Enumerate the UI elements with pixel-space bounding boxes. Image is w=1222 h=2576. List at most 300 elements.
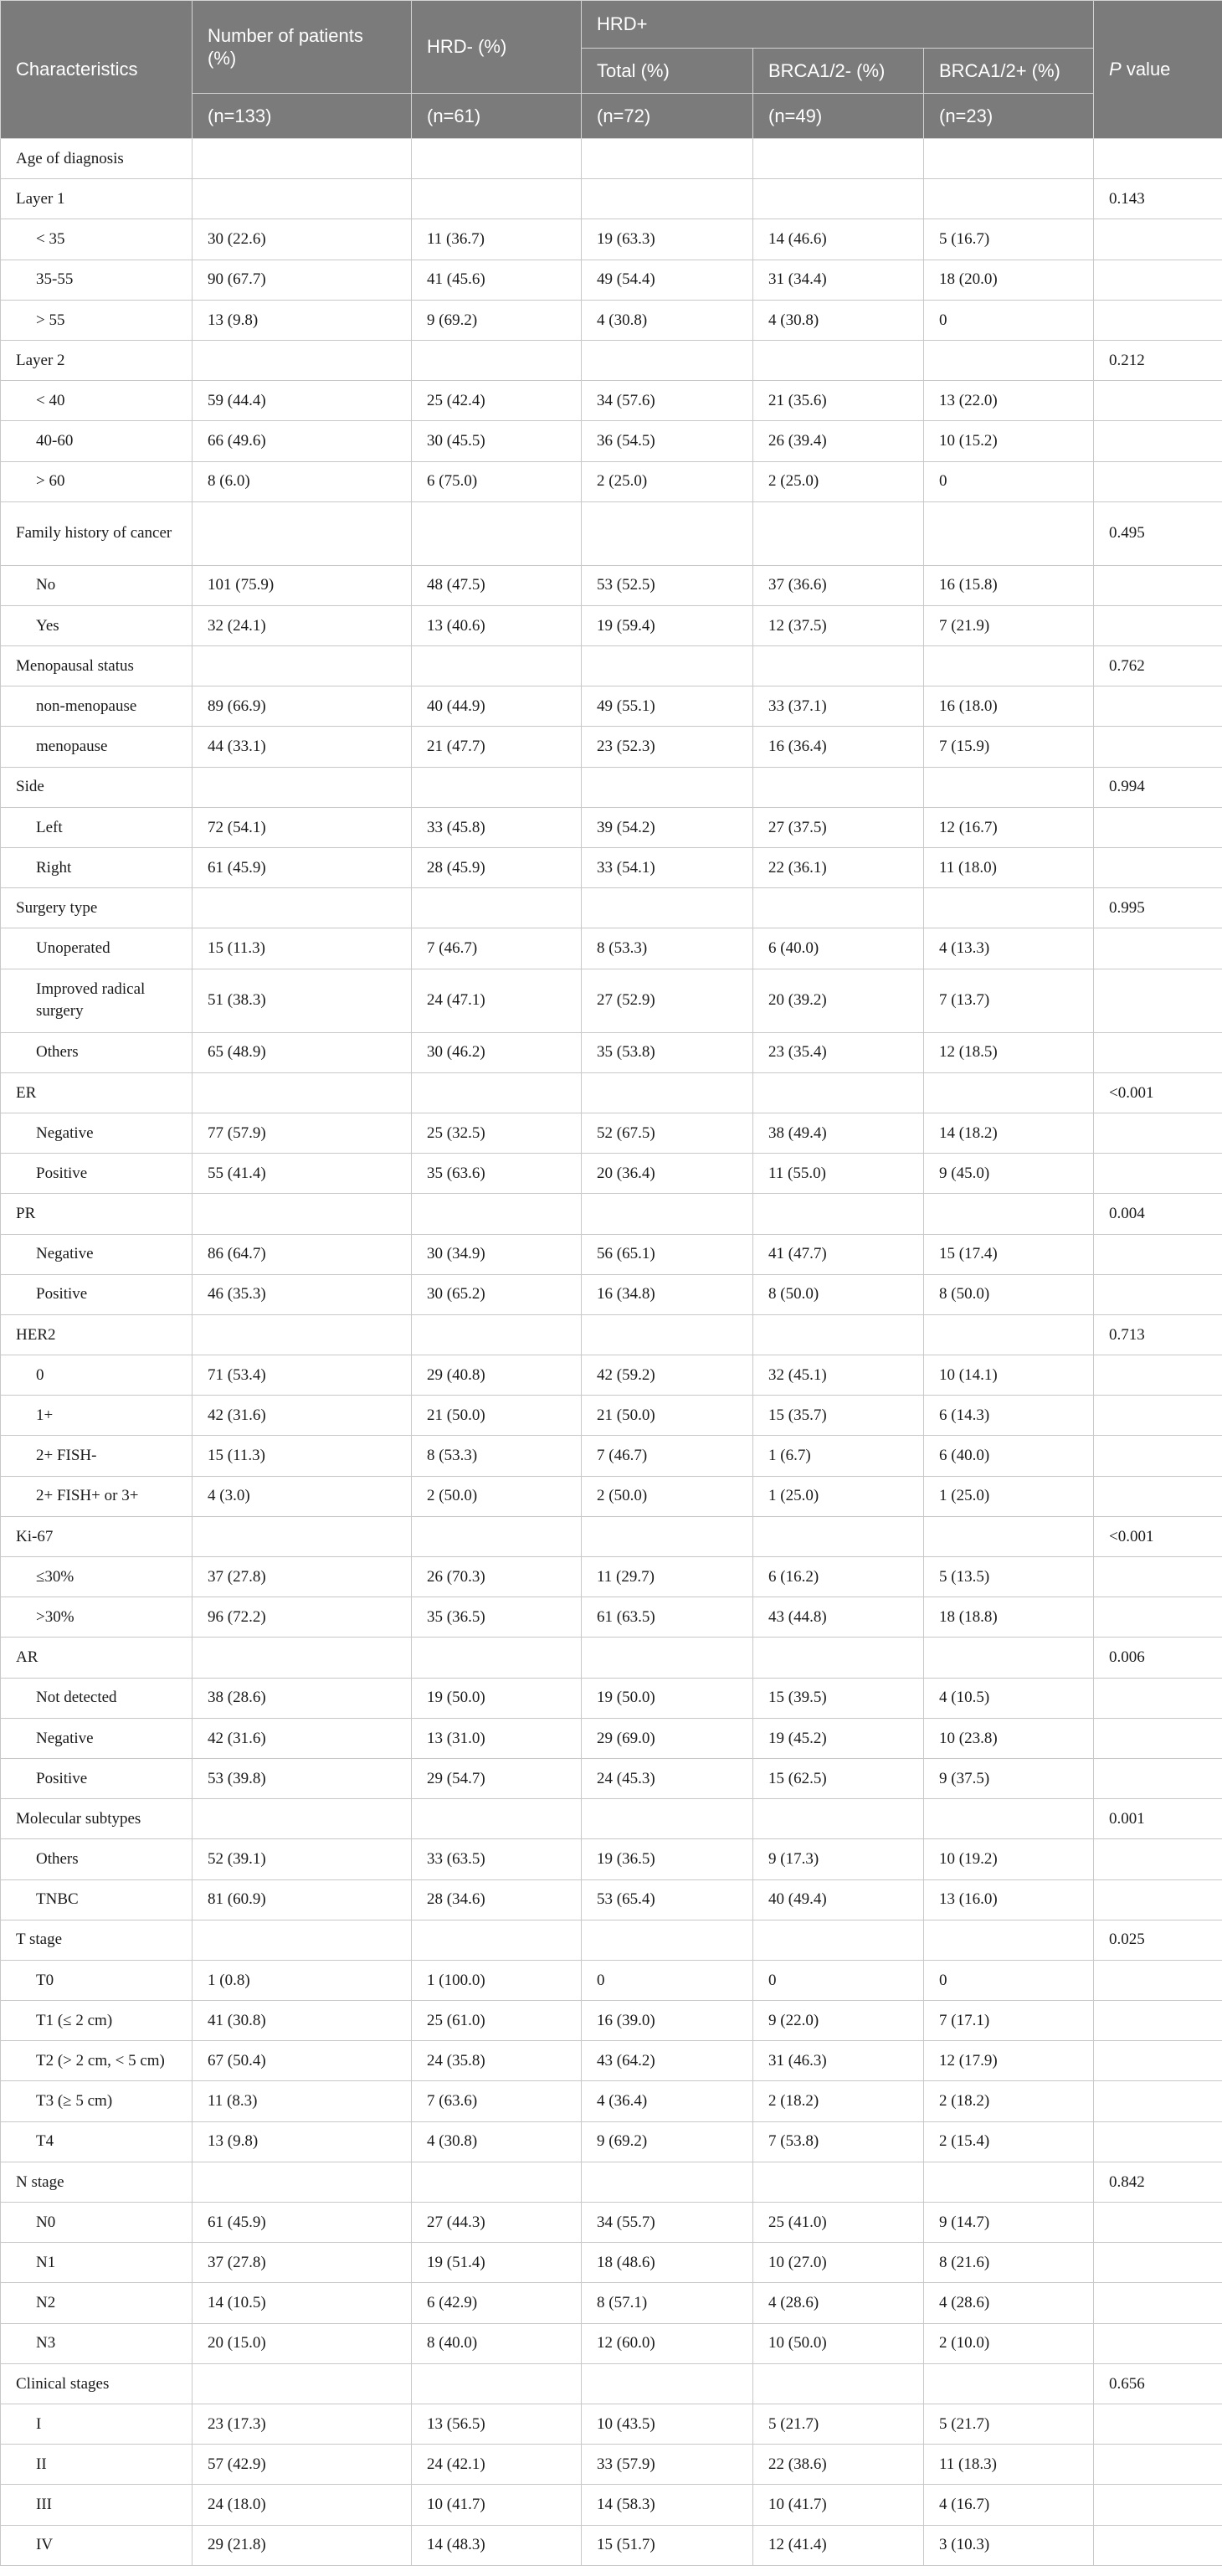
brca-positive-cell: 9 (45.0) — [924, 1154, 1094, 1194]
hrd-negative-cell — [412, 1072, 582, 1113]
hrd-total-cell: 2 (50.0) — [582, 1476, 753, 1516]
patients-cell: 61 (45.9) — [193, 848, 412, 888]
hrd-negative-cell — [412, 139, 582, 179]
hrd-negative-cell: 30 (46.2) — [412, 1032, 582, 1072]
brca-negative-cell — [753, 888, 924, 928]
patients-cell — [193, 2363, 412, 2404]
row-label: 40-60 — [1, 421, 193, 461]
row-label: N stage — [1, 2162, 193, 2202]
p-value-cell — [1094, 928, 1222, 969]
hrd-total-cell: 42 (59.2) — [582, 1355, 753, 1396]
patients-cell — [193, 1516, 412, 1556]
table-row-category — [1, 1072, 1222, 1113]
brca-negative-cell: 37 (36.6) — [753, 565, 924, 605]
p-value-cell: 0.006 — [1094, 1638, 1222, 1678]
brca-positive-cell: 18 (20.0) — [924, 260, 1094, 300]
header-p-value — [1094, 1, 1222, 139]
patients-cell: 13 (9.8) — [193, 300, 412, 340]
hrd-total-cell — [582, 1920, 753, 1960]
patients-cell: 46 (35.3) — [193, 1274, 412, 1314]
p-value-cell — [1094, 565, 1222, 605]
p-value-cell: 0.495 — [1094, 501, 1222, 565]
p-value-cell — [1094, 461, 1222, 501]
brca-positive-cell: 13 (16.0) — [924, 1879, 1094, 1920]
hrd-negative-cell — [412, 767, 582, 807]
row-label: T0 — [1, 1960, 193, 2000]
p-value-cell — [1094, 1396, 1222, 1436]
brca-positive-cell: 4 (28.6) — [924, 2283, 1094, 2323]
patients-cell — [193, 1638, 412, 1678]
row-label: HER2 — [1, 1314, 193, 1355]
brca-positive-cell: 10 (23.8) — [924, 1718, 1094, 1758]
brca-negative-cell: 22 (36.1) — [753, 848, 924, 888]
p-value-cell — [1094, 2081, 1222, 2121]
brca-positive-cell — [924, 767, 1094, 807]
patients-cell — [193, 1072, 412, 1113]
hrd-total-cell — [582, 139, 753, 179]
brca-positive-cell — [924, 1314, 1094, 1355]
patients-cell: 71 (53.4) — [193, 1355, 412, 1396]
brca-positive-cell: 6 (14.3) — [924, 1396, 1094, 1436]
brca-negative-cell: 9 (22.0) — [753, 2001, 924, 2041]
hrd-negative-cell: 30 (65.2) — [412, 1274, 582, 1314]
patients-cell: 90 (67.7) — [193, 260, 412, 300]
hrd-negative-cell: 35 (36.5) — [412, 1597, 582, 1638]
table-row-category — [1, 2363, 1222, 2404]
brca-negative-cell: 9 (17.3) — [753, 1839, 924, 1879]
hrd-total-cell: 33 (54.1) — [582, 848, 753, 888]
patients-cell: 52 (39.1) — [193, 1839, 412, 1879]
brca-positive-cell — [924, 888, 1094, 928]
patients-cell: 61 (45.9) — [193, 2203, 412, 2243]
row-label: Layer 2 — [1, 340, 193, 380]
hrd-total-cell — [582, 501, 753, 565]
hrd-negative-cell: 26 (70.3) — [412, 1557, 582, 1597]
row-label: menopause — [1, 727, 193, 767]
brca-negative-cell: 20 (39.2) — [753, 969, 924, 1032]
p-value-cell: 0.212 — [1094, 340, 1222, 380]
brca-negative-cell — [753, 767, 924, 807]
table-row — [1, 300, 1222, 340]
table-row — [1, 1274, 1222, 1314]
p-value-cell — [1094, 2203, 1222, 2243]
patients-cell — [193, 1194, 412, 1234]
patients-cell: 24 (18.0) — [193, 2485, 412, 2525]
p-value-cell — [1094, 139, 1222, 179]
row-label: 35-55 — [1, 260, 193, 300]
patients-cell: 11 (8.3) — [193, 2081, 412, 2121]
brca-negative-cell — [753, 1920, 924, 1960]
hrd-negative-cell — [412, 1314, 582, 1355]
table-row — [1, 1678, 1222, 1718]
row-label: Others — [1, 1839, 193, 1879]
brca-negative-cell — [753, 1194, 924, 1234]
p-value-cell: 0.025 — [1094, 1920, 1222, 1960]
brca-negative-cell — [753, 1638, 924, 1678]
hrd-total-cell — [582, 1516, 753, 1556]
header-total: Total (%) — [582, 49, 753, 94]
p-value-cell — [1094, 1960, 1222, 2000]
table-row — [1, 461, 1222, 501]
hrd-negative-cell: 4 (30.8) — [412, 2121, 582, 2162]
p-value-cell — [1094, 2283, 1222, 2323]
brca-negative-cell: 4 (30.8) — [753, 300, 924, 340]
hrd-total-cell: 52 (67.5) — [582, 1113, 753, 1153]
brca-positive-cell — [924, 1638, 1094, 1678]
p-value-cell — [1094, 727, 1222, 767]
brca-negative-cell: 33 (37.1) — [753, 686, 924, 727]
brca-negative-cell: 4 (28.6) — [753, 2283, 924, 2323]
table-row — [1, 1758, 1222, 1798]
p-value-cell — [1094, 969, 1222, 1032]
hrd-total-cell: 4 (30.8) — [582, 300, 753, 340]
brca-negative-cell: 10 (50.0) — [753, 2323, 924, 2363]
patients-cell: 89 (66.9) — [193, 686, 412, 727]
patients-cell — [193, 1920, 412, 1960]
brca-positive-cell — [924, 2162, 1094, 2202]
hrd-total-cell — [582, 1799, 753, 1839]
brca-negative-cell — [753, 179, 924, 219]
row-label: 0 — [1, 1355, 193, 1396]
hrd-negative-cell: 7 (46.7) — [412, 928, 582, 969]
hrd-total-cell — [582, 179, 753, 219]
row-label: AR — [1, 1638, 193, 1678]
hrd-total-cell: 8 (57.1) — [582, 2283, 753, 2323]
table-row — [1, 2404, 1222, 2444]
patients-cell: 42 (31.6) — [193, 1718, 412, 1758]
table-row — [1, 2081, 1222, 2121]
brca-positive-cell: 2 (10.0) — [924, 2323, 1094, 2363]
table-row — [1, 1355, 1222, 1396]
table-row — [1, 807, 1222, 847]
hrd-negative-cell: 1 (100.0) — [412, 1960, 582, 2000]
brca-negative-cell — [753, 1072, 924, 1113]
row-label: Negative — [1, 1113, 193, 1153]
brca-positive-cell — [924, 646, 1094, 686]
p-value-cell: 0.995 — [1094, 888, 1222, 928]
patients-cell: 41 (30.8) — [193, 2001, 412, 2041]
patients-cell: 81 (60.9) — [193, 1879, 412, 1920]
hrd-total-cell: 8 (53.3) — [582, 928, 753, 969]
brca-positive-cell — [924, 1072, 1094, 1113]
p-value-cell — [1094, 2525, 1222, 2565]
p-value-cell — [1094, 1557, 1222, 1597]
row-label: Others — [1, 1032, 193, 1072]
table-row — [1, 2243, 1222, 2283]
header-n-patients: (n=133) — [193, 94, 412, 139]
p-value-cell: 0.762 — [1094, 646, 1222, 686]
patients-cell — [193, 646, 412, 686]
p-value-cell — [1094, 1476, 1222, 1516]
table-row — [1, 2203, 1222, 2243]
p-value-cell — [1094, 2323, 1222, 2363]
patients-cell: 29 (21.8) — [193, 2525, 412, 2565]
patients-cell: 8 (6.0) — [193, 461, 412, 501]
hrd-total-cell — [582, 1314, 753, 1355]
row-label: Layer 1 — [1, 179, 193, 219]
table-row — [1, 1032, 1222, 1072]
brca-positive-cell: 10 (15.2) — [924, 421, 1094, 461]
table-row — [1, 1879, 1222, 1920]
hrd-total-cell — [582, 1194, 753, 1234]
p-value-cell — [1094, 381, 1222, 421]
hrd-negative-cell — [412, 2162, 582, 2202]
hrd-total-cell: 9 (69.2) — [582, 2121, 753, 2162]
brca-negative-cell: 25 (41.0) — [753, 2203, 924, 2243]
brca-negative-cell: 31 (46.3) — [753, 2041, 924, 2081]
brca-negative-cell: 1 (25.0) — [753, 1476, 924, 1516]
hrd-total-cell: 19 (59.4) — [582, 605, 753, 645]
patients-cell: 57 (42.9) — [193, 2445, 412, 2485]
row-label: Unoperated — [1, 928, 193, 969]
hrd-negative-cell — [412, 888, 582, 928]
row-label: T2 (> 2 cm, < 5 cm) — [1, 2041, 193, 2081]
patients-cell: 67 (50.4) — [193, 2041, 412, 2081]
hrd-total-cell: 43 (64.2) — [582, 2041, 753, 2081]
row-label: Right — [1, 848, 193, 888]
brca-positive-cell: 11 (18.3) — [924, 2445, 1094, 2485]
hrd-negative-cell: 25 (61.0) — [412, 2001, 582, 2041]
p-value-cell — [1094, 2404, 1222, 2444]
patients-cell: 37 (27.8) — [193, 2243, 412, 2283]
brca-positive-cell: 9 (37.5) — [924, 1758, 1094, 1798]
hrd-negative-cell: 21 (50.0) — [412, 1396, 582, 1436]
hrd-total-cell: 4 (36.4) — [582, 2081, 753, 2121]
brca-negative-cell: 6 (40.0) — [753, 928, 924, 969]
table-row — [1, 1557, 1222, 1597]
p-value-cell — [1094, 219, 1222, 260]
p-value-cell — [1094, 300, 1222, 340]
hrd-negative-cell: 11 (36.7) — [412, 219, 582, 260]
patients-cell: 65 (48.9) — [193, 1032, 412, 1072]
patients-cell: 96 (72.2) — [193, 1597, 412, 1638]
table-row — [1, 848, 1222, 888]
brca-positive-cell: 11 (18.0) — [924, 848, 1094, 888]
brca-positive-cell: 3 (10.3) — [924, 2525, 1094, 2565]
hrd-negative-cell: 13 (31.0) — [412, 1718, 582, 1758]
row-label: Negative — [1, 1234, 193, 1274]
hrd-negative-cell — [412, 1194, 582, 1234]
hrd-negative-cell — [412, 1799, 582, 1839]
brca-positive-cell: 7 (21.9) — [924, 605, 1094, 645]
table-row — [1, 2525, 1222, 2565]
brca-negative-cell: 10 (27.0) — [753, 2243, 924, 2283]
hrd-total-cell: 12 (60.0) — [582, 2323, 753, 2363]
hrd-total-cell — [582, 646, 753, 686]
hrd-total-cell: 16 (39.0) — [582, 2001, 753, 2041]
p-value-cell: 0.001 — [1094, 1799, 1222, 1839]
header-n-brca-negative: (n=49) — [753, 94, 924, 139]
p-value-cell — [1094, 2243, 1222, 2283]
brca-positive-cell: 14 (18.2) — [924, 1113, 1094, 1153]
table-row — [1, 565, 1222, 605]
hrd-total-cell: 19 (63.3) — [582, 219, 753, 260]
brca-positive-cell: 7 (13.7) — [924, 969, 1094, 1032]
brca-negative-cell: 23 (35.4) — [753, 1032, 924, 1072]
row-label: T3 (≥ 5 cm) — [1, 2081, 193, 2121]
row-label: ER — [1, 1072, 193, 1113]
patients-cell — [193, 179, 412, 219]
table-row — [1, 727, 1222, 767]
row-label: PR — [1, 1194, 193, 1234]
table-row-category — [1, 179, 1222, 219]
hrd-negative-cell: 29 (40.8) — [412, 1355, 582, 1396]
hrd-total-cell: 7 (46.7) — [582, 1436, 753, 1476]
row-label: Positive — [1, 1758, 193, 1798]
brca-negative-cell: 19 (45.2) — [753, 1718, 924, 1758]
hrd-negative-cell: 19 (50.0) — [412, 1678, 582, 1718]
hrd-negative-cell: 28 (45.9) — [412, 848, 582, 888]
patients-cell — [193, 767, 412, 807]
hrd-negative-cell — [412, 2363, 582, 2404]
hrd-negative-cell: 7 (63.6) — [412, 2081, 582, 2121]
brca-positive-cell: 6 (40.0) — [924, 1436, 1094, 1476]
patients-cell: 59 (44.4) — [193, 381, 412, 421]
p-value-cell: 0.004 — [1094, 1194, 1222, 1234]
row-label: Family history of cancer — [1, 501, 193, 565]
brca-negative-cell: 15 (35.7) — [753, 1396, 924, 1436]
brca-positive-cell: 2 (18.2) — [924, 2081, 1094, 2121]
patients-cell: 42 (31.6) — [193, 1396, 412, 1436]
brca-negative-cell: 32 (45.1) — [753, 1355, 924, 1396]
row-label: N3 — [1, 2323, 193, 2363]
table-row — [1, 1476, 1222, 1516]
table-row — [1, 2323, 1222, 2363]
brca-negative-cell: 41 (47.7) — [753, 1234, 924, 1274]
row-label: III — [1, 2485, 193, 2525]
row-label: >30% — [1, 1597, 193, 1638]
hrd-total-cell: 39 (54.2) — [582, 807, 753, 847]
p-value-cell — [1094, 1597, 1222, 1638]
header-n-brca-positive: (n=23) — [924, 94, 1094, 139]
p-value-cell — [1094, 1758, 1222, 1798]
brca-positive-cell: 7 (15.9) — [924, 727, 1094, 767]
row-label: Side — [1, 767, 193, 807]
row-label: ≤30% — [1, 1557, 193, 1597]
row-label: Not detected — [1, 1678, 193, 1718]
table-row-category — [1, 1799, 1222, 1839]
hrd-negative-cell: 24 (42.1) — [412, 2445, 582, 2485]
header-hrd-negative: HRD- (%) — [412, 1, 582, 94]
hrd-negative-cell: 41 (45.6) — [412, 260, 582, 300]
table-row — [1, 1234, 1222, 1274]
brca-negative-cell: 40 (49.4) — [753, 1879, 924, 1920]
hrd-total-cell: 53 (65.4) — [582, 1879, 753, 1920]
brca-negative-cell: 8 (50.0) — [753, 1274, 924, 1314]
table-row-category — [1, 340, 1222, 380]
brca-negative-cell: 5 (21.7) — [753, 2404, 924, 2444]
table-row-category — [1, 1516, 1222, 1556]
brca-negative-cell — [753, 646, 924, 686]
patients-cell: 15 (11.3) — [193, 1436, 412, 1476]
p-value-cell: 0.713 — [1094, 1314, 1222, 1355]
row-label: I — [1, 2404, 193, 2444]
p-value-cell — [1094, 1234, 1222, 1274]
hrd-negative-cell: 9 (69.2) — [412, 300, 582, 340]
hrd-total-cell: 34 (57.6) — [582, 381, 753, 421]
header-characteristics: Characteristics — [1, 1, 193, 139]
brca-positive-cell: 10 (19.2) — [924, 1839, 1094, 1879]
p-value-cell: 0.143 — [1094, 179, 1222, 219]
patients-cell: 32 (24.1) — [193, 605, 412, 645]
patients-cell: 37 (27.8) — [193, 1557, 412, 1597]
patients-cell: 15 (11.3) — [193, 928, 412, 969]
p-value-cell — [1094, 260, 1222, 300]
table-row — [1, 1839, 1222, 1879]
brca-negative-cell: 14 (46.6) — [753, 219, 924, 260]
row-label: II — [1, 2445, 193, 2485]
table-row-category — [1, 646, 1222, 686]
row-label: T1 (≤ 2 cm) — [1, 2001, 193, 2041]
table-row — [1, 2283, 1222, 2323]
hrd-total-cell: 0 — [582, 1960, 753, 2000]
table-header — [1, 1, 1222, 139]
brca-positive-cell: 5 (16.7) — [924, 219, 1094, 260]
hrd-negative-cell: 8 (40.0) — [412, 2323, 582, 2363]
brca-negative-cell — [753, 1314, 924, 1355]
brca-positive-cell — [924, 139, 1094, 179]
patients-cell: 51 (38.3) — [193, 969, 412, 1032]
brca-negative-cell: 6 (16.2) — [753, 1557, 924, 1597]
patients-cell: 101 (75.9) — [193, 565, 412, 605]
brca-positive-cell: 0 — [924, 461, 1094, 501]
hrd-negative-cell: 33 (63.5) — [412, 1839, 582, 1879]
brca-positive-cell — [924, 501, 1094, 565]
hrd-total-cell: 19 (50.0) — [582, 1678, 753, 1718]
brca-positive-cell: 4 (10.5) — [924, 1678, 1094, 1718]
hrd-negative-cell: 8 (53.3) — [412, 1436, 582, 1476]
p-value-cell: 0.656 — [1094, 2363, 1222, 2404]
hrd-negative-cell: 29 (54.7) — [412, 1758, 582, 1798]
brca-negative-cell: 11 (55.0) — [753, 1154, 924, 1194]
row-label: T stage — [1, 1920, 193, 1960]
hrd-total-cell: 49 (55.1) — [582, 686, 753, 727]
table-row — [1, 1396, 1222, 1436]
hrd-negative-cell: 25 (32.5) — [412, 1113, 582, 1153]
table-row — [1, 1960, 1222, 2000]
row-label: non-menopause — [1, 686, 193, 727]
p-value-cell — [1094, 807, 1222, 847]
p-value-cell — [1094, 2445, 1222, 2485]
brca-positive-cell: 8 (21.6) — [924, 2243, 1094, 2283]
p-value-cell: 0.994 — [1094, 767, 1222, 807]
brca-positive-cell: 4 (13.3) — [924, 928, 1094, 969]
table-row-category — [1, 2162, 1222, 2202]
table-row — [1, 605, 1222, 645]
hrd-negative-cell — [412, 501, 582, 565]
row-label: 1+ — [1, 1396, 193, 1436]
hrd-total-cell: 33 (57.9) — [582, 2445, 753, 2485]
row-label: N0 — [1, 2203, 193, 2243]
row-label: Molecular subtypes — [1, 1799, 193, 1839]
patients-cell: 53 (39.8) — [193, 1758, 412, 1798]
table-row — [1, 1718, 1222, 1758]
hrd-negative-cell — [412, 1638, 582, 1678]
p-value-cell — [1094, 1879, 1222, 1920]
patients-cell: 4 (3.0) — [193, 1476, 412, 1516]
header-p-italic: P — [1109, 59, 1122, 80]
hrd-total-cell: 61 (63.5) — [582, 1597, 753, 1638]
patients-cell: 66 (49.6) — [193, 421, 412, 461]
p-value-cell — [1094, 2121, 1222, 2162]
hrd-negative-cell: 40 (44.9) — [412, 686, 582, 727]
brca-positive-cell: 7 (17.1) — [924, 2001, 1094, 2041]
row-label: Clinical stages — [1, 2363, 193, 2404]
hrd-total-cell: 23 (52.3) — [582, 727, 753, 767]
brca-positive-cell: 10 (14.1) — [924, 1355, 1094, 1396]
table-row-category — [1, 767, 1222, 807]
hrd-total-cell: 10 (43.5) — [582, 2404, 753, 2444]
